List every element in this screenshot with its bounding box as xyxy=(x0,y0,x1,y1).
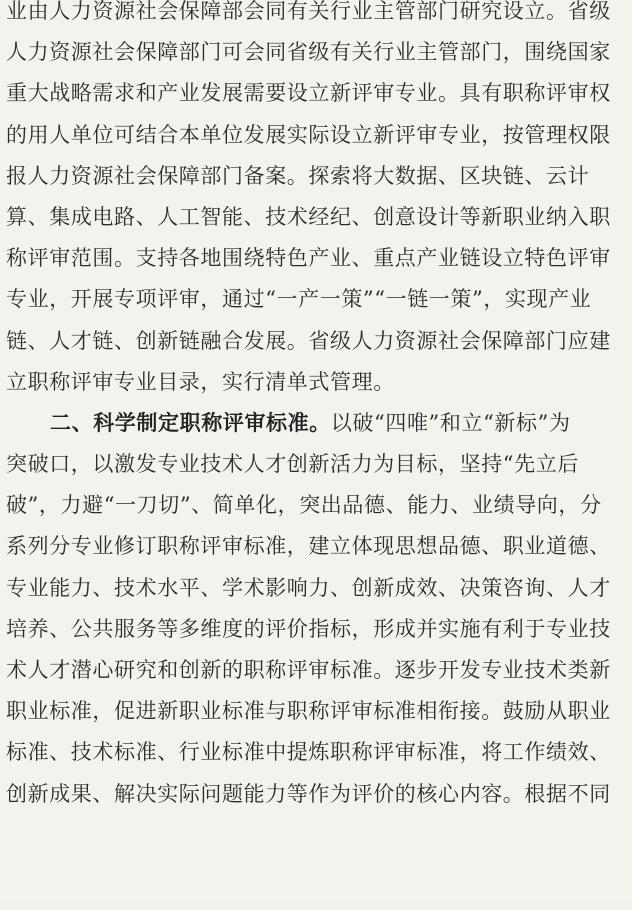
section-heading: 二、科学制定职称评审标准。 xyxy=(50,410,331,435)
text-line: 链、人才链、创新链融合发展。省级人力资源社会保障部门应建 xyxy=(6,328,611,353)
text-line: 培养、公共服务等多维度的评价指标，形成并实施有利于专业技 xyxy=(6,616,611,641)
text-line: 重大战略需求和产业发展需要设立新评审专业。具有职称评审权 xyxy=(6,81,611,106)
text-line: 职业标准，促进新职业标准与职称评审标准相衔接。鼓励从职业 xyxy=(6,699,611,724)
text-run: 以破“四唯”和立“新标”为 xyxy=(330,410,571,435)
paragraph-1 xyxy=(6,0,622,403)
text-line: 突破口，以激发专业技术人才创新活力为目标，坚持“先立后 xyxy=(6,452,579,477)
text-line: 专业能力、技术水平、学术影响力、创新成效、决策咨询、人才 xyxy=(6,575,611,600)
text-line: 算、集成电路、人工智能、技术经纪、创意设计等新职业纳入职 xyxy=(6,204,611,229)
text-line: 人力资源社会保障部门可会同省级有关行业主管部门，围绕国家 xyxy=(6,40,611,65)
text-line: 破”，力避“一刀切”、简单化，突出品德、能力、业绩导向，分 xyxy=(6,493,602,518)
text-line: 的用人单位可结合本单位发展实际设立新评审专业，按管理权限 xyxy=(6,122,611,147)
text-line: 报人力资源社会保障部门备案。探索将大数据、区块链、云计 xyxy=(6,163,590,188)
text-line: 创新成果、解决实际问题能力等作为评价的核心内容。根据不同 xyxy=(6,781,611,806)
text-line: 专业，开展专项评审，通过“一产一策”“一链一策”，实现产业 xyxy=(6,287,592,312)
text-line: 标准、技术标准、行业标准中提炼职称评审标准，将工作绩效、 xyxy=(6,740,611,765)
text-line: 术人才潜心研究和创新的职称评审标准。逐步开发专业技术类新 xyxy=(6,658,611,682)
paragraph-first-line xyxy=(6,403,622,444)
text-line: 立职称评审专业目录，实行清单式管理。 xyxy=(6,369,395,394)
text-line: 业由人力资源社会保障部会同有关行业主管部门研究设立。省级 xyxy=(6,0,611,23)
paragraph-2 xyxy=(6,403,622,815)
text-line: 称评审范围。支持各地围绕特色产业、重点产业链设立特色评审 xyxy=(6,246,611,271)
text-line: 系列分专业修订职称评审标准，建立体现思想品德、职业道德、 xyxy=(6,534,611,559)
